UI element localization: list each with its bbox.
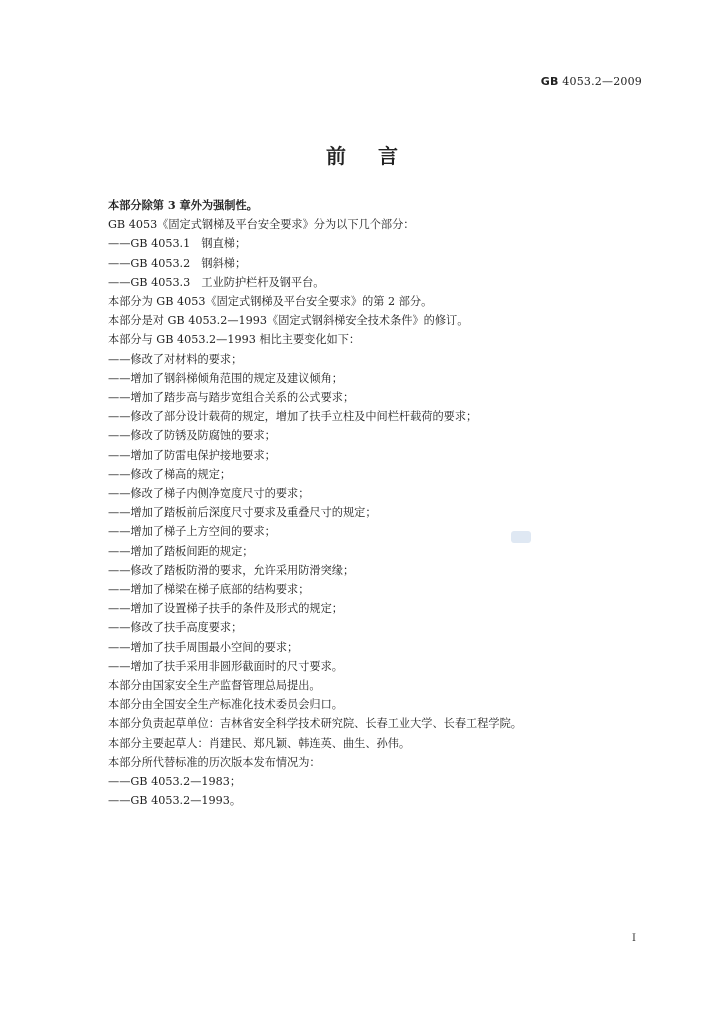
text-line: ——GB 4053.2 钢斜梯； bbox=[108, 256, 247, 270]
page-title: 前言 bbox=[326, 144, 430, 168]
text-line: ——GB 4053.3 工业防护栏杆及钢平台。 bbox=[108, 275, 325, 289]
text-line: ——增加了设置梯子扶手的条件及形式的规定； bbox=[108, 602, 343, 616]
text-line: ——修改了部分设计载荷的规定，增加了扶手立柱及中间栏杆载荷的要求； bbox=[108, 410, 478, 424]
text-line: ——GB 4053.2—1983； bbox=[108, 775, 242, 789]
standard-prefix: GB bbox=[540, 75, 559, 88]
text-line: ——增加了踏板前后深度尺寸要求及重叠尺寸的规定； bbox=[108, 506, 377, 520]
text-line: 本部分与 GB 4053.2—1993 相比主要变化如下： bbox=[108, 333, 361, 347]
text-line: ——修改了梯高的规定； bbox=[108, 467, 232, 481]
text-line: 本部分主要起草人：肖建民、郑凡颖、韩连英、曲生、孙伟。 bbox=[108, 736, 411, 750]
text-line: ——修改了梯子内侧净宽度尺寸的要求； bbox=[108, 487, 310, 501]
text-line: ——增加了钢斜梯倾角范围的规定及建议倾角； bbox=[108, 371, 343, 385]
text-line: 本部分所代替标准的历次版本发布情况为： bbox=[108, 755, 321, 769]
text-line: ——修改了对材料的要求； bbox=[108, 352, 243, 366]
text-line: ——修改了防锈及防腐蚀的要求； bbox=[108, 429, 276, 443]
text-line: 本部分是对 GB 4053.2—1993《固定式钢斜梯安全技术条件》的修订。 bbox=[108, 314, 469, 328]
text-line: 本部分由全国安全生产标准化技术委员会归口。 bbox=[108, 698, 343, 712]
text-line: ——增加了梯子上方空间的要求； bbox=[108, 525, 276, 539]
text-line: ——增加了踏板间距的规定； bbox=[108, 544, 254, 558]
text-line: 本部分负责起草单位：吉林省安全科学技术研究院、长春工业大学、长春工程学院。 bbox=[108, 717, 522, 731]
text-line: GB 4053《固定式钢梯及平台安全要求》分为以下几个部分： bbox=[108, 218, 415, 232]
text-line: ——增加了扶手采用非圆形截面时的尺寸要求。 bbox=[108, 659, 343, 673]
text-line: 本部分除第 3 章外为强制性。 bbox=[108, 198, 258, 212]
text-line: ——GB 4053.1 钢直梯； bbox=[108, 237, 247, 251]
page-number: I bbox=[632, 933, 636, 944]
foreword-body bbox=[108, 196, 648, 811]
text-line: ——增加了防雷电保护接地要求； bbox=[108, 448, 276, 462]
text-line: 本部分为 GB 4053《固定式钢梯及平台安全要求》的第 2 部分。 bbox=[108, 295, 433, 309]
text-line: ——修改了扶手高度要求； bbox=[108, 621, 243, 635]
text-line: 本部分由国家安全生产监督管理总局提出。 bbox=[108, 679, 321, 693]
text-line: ——GB 4053.2—1993。 bbox=[108, 794, 242, 808]
watermark-logo bbox=[511, 531, 531, 543]
text-line: ——修改了踏板防滑的要求，允许采用防滑突缘； bbox=[108, 563, 355, 577]
standard-number: 4053.2—2009 bbox=[558, 75, 642, 88]
text-line: ——增加了梯梁在梯子底部的结构要求； bbox=[108, 583, 310, 597]
text-line: ——增加了踏步高与踏步宽组合关系的公式要求； bbox=[108, 391, 355, 405]
standard-code bbox=[541, 75, 642, 88]
text-line: ——增加了扶手周围最小空间的要求； bbox=[108, 640, 299, 654]
